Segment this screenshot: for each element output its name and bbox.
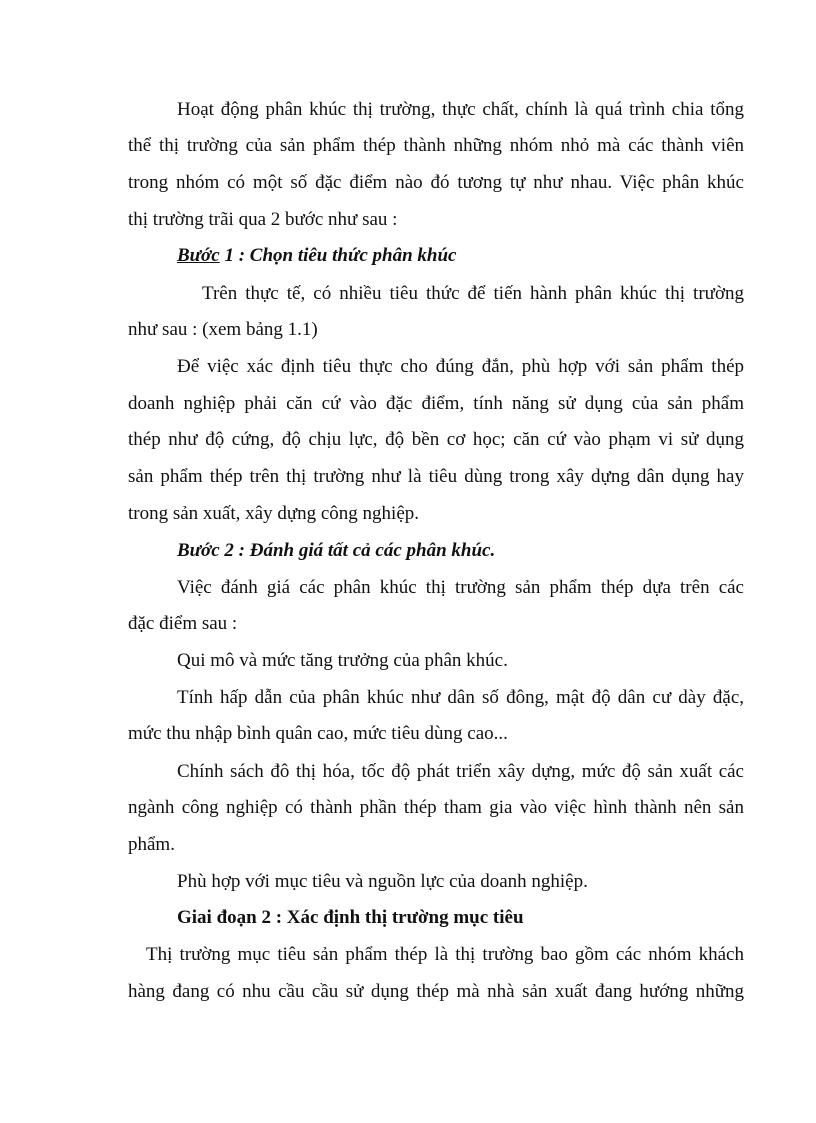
step-2-heading: Bước 2 : Đánh giá tất cả các phân khúc. xyxy=(177,540,496,561)
para-fit: Phù hợp với mục tiêu và nguồn lực của doanh nghiệp. xyxy=(177,871,588,892)
step-1-heading xyxy=(177,244,457,268)
para-policy-line-2: ngành công nghiệp có thành phần thép tham gia vào việc hình thành nên sản xyxy=(128,797,744,818)
para-scale: Qui mô và mức tăng trưởng của phân khúc. xyxy=(177,650,508,671)
para-evaluate-line-2: đặc điểm sau : xyxy=(128,613,238,634)
step-1-word: Bước xyxy=(177,245,220,266)
para-criteria-line-2: như sau : (xem bảng 1.1) xyxy=(128,319,318,340)
para-target-line-2: hàng đang có nhu cầu cầu sử dụng thép mà nhà sản xuất đang hướng những xyxy=(128,981,744,1002)
para-determine-line-3: thép như độ cứng, độ chịu lực, độ bền cơ học; căn cứ vào phạm vi sử dụng xyxy=(128,429,744,450)
para-target-line-1: Thị trường mục tiêu sản phẩm thép là thị trường bao gồm các nhóm khách xyxy=(146,944,744,965)
step-1-title: 1 : Chọn tiêu thức phân khúc xyxy=(219,245,457,266)
para-intro-line-1: Hoạt động phân khúc thị trường, thực chất, chính là quá trình chia tổng xyxy=(177,99,744,120)
para-intro-line-3: trong nhóm có một số đặc điểm nào đó tương tự như nhau. Việc phân khúc xyxy=(128,172,744,193)
para-attractiveness-line-1: Tính hấp dẫn của phân khúc như dân số đông, mật độ dân cư dày đặc, xyxy=(177,687,744,708)
para-attractiveness-line-2: mức thu nhập bình quân cao, mức tiêu dùng cao... xyxy=(128,723,508,744)
para-evaluate-line-1: Việc đánh giá các phân khúc thị trường sản phẩm thép dựa trên các xyxy=(177,577,744,598)
para-intro-line-2: thể thị trường của sản phẩm thép thành những nhóm nhỏ mà các thành viên xyxy=(128,135,744,156)
para-determine-line-2: doanh nghiệp phải căn cứ vào đặc điểm, tính năng sử dụng của sản phẩm xyxy=(128,393,744,414)
para-determine-line-1: Để việc xác định tiêu thực cho đúng đắn, phù hợp với sản phẩm thép xyxy=(177,356,744,377)
para-criteria-line-1: Trên thực tế, có nhiều tiêu thức để tiến hành phân khúc thị trường xyxy=(202,283,744,304)
para-intro-line-4: thị trường trãi qua 2 bước như sau : xyxy=(128,209,398,230)
para-determine-line-5: trong sản xuất, xây dựng công nghiệp. xyxy=(128,503,420,524)
stage-2-heading: Giai đoạn 2 : Xác định thị trường mục tiêu xyxy=(177,907,524,928)
para-determine-line-4: sản phẩm thép trên thị trường như là tiêu dùng trong xây dựng dân dụng hay xyxy=(128,466,744,487)
para-policy-line-1: Chính sách đô thị hóa, tốc độ phát triển xây dựng, mức độ sản xuất các xyxy=(177,761,744,782)
para-policy-line-3: phẩm. xyxy=(128,834,175,855)
